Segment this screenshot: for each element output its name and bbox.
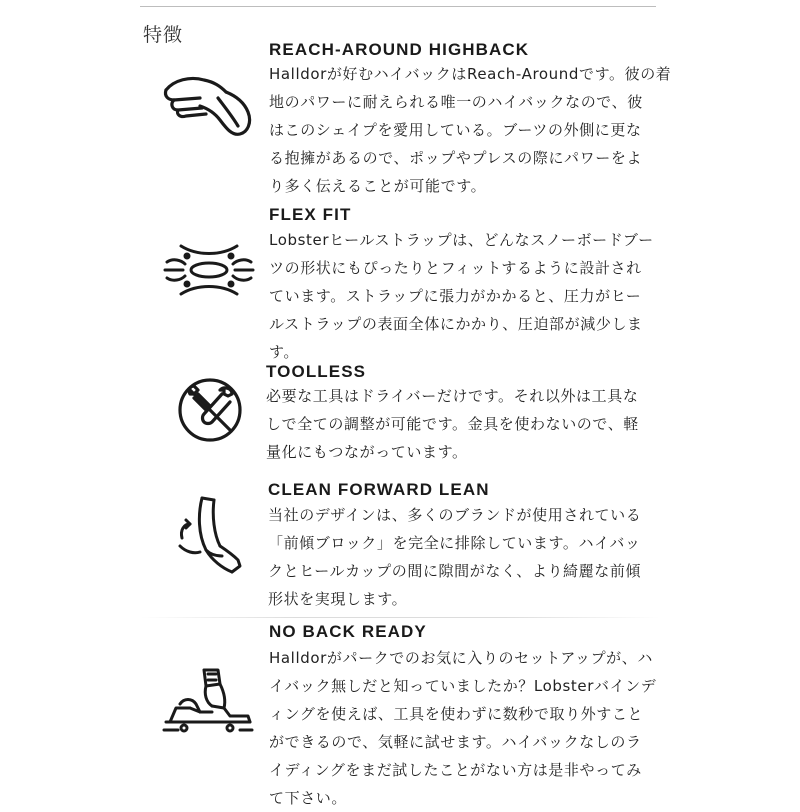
description-line: 形状を実現します。 (268, 590, 408, 608)
flex-fit-icon (163, 238, 255, 302)
feature-description (269, 226, 654, 366)
description-line: Halldorがパークでのお気に入りのセットアップが、ハ (269, 649, 653, 667)
feature-description (266, 382, 639, 466)
description-line: る抱擁があるので、ポップやプレスの際にパワーをよ (269, 149, 643, 167)
description-line: クとヒールカップの間に隙間がなく、より綺麗な前傾 (268, 562, 642, 580)
feature-description (268, 501, 641, 613)
description-line: 地のパワーに耐えられる唯一のハイバックなので、彼 (269, 93, 643, 111)
feature-heading: FLEX FIT (269, 205, 352, 224)
description-line: 量化にもつながっています。 (266, 443, 468, 461)
description-line: て下さい。 (269, 789, 348, 807)
description-line: 「前傾ブロック」を完全に排除しています。ハイバッ (268, 534, 641, 552)
description-line: しで全ての調整が可能です。金具を使わないので、軽 (266, 415, 639, 433)
description-line: イディングをまだ試したことがない方は是非やってみ (269, 761, 642, 779)
description-line: り多く伝えることが可能です。 (269, 177, 487, 195)
description-line: 当社のデザインは、多くのブランドが使用されている (268, 506, 642, 524)
description-line: 必要な工具はドライバーだけです。それ以外は工具な (266, 387, 639, 405)
section-divider (140, 617, 660, 618)
description-line: ルストラップの表面全体にかかり、圧迫部が減少しま (269, 315, 643, 333)
description-line: す。 (269, 343, 300, 361)
description-line: イバック無しだと知っていましたか？Lobsterバインデ (269, 677, 657, 695)
feature-heading: REACH-AROUND HIGHBACK (269, 40, 530, 59)
description-line: ができるので、気軽に試せます。ハイバックなしのラ (269, 733, 642, 751)
forward-lean-icon (172, 494, 252, 578)
description-line: Lobsterヒールストラップは、どんなスノーボードブー (269, 231, 654, 249)
feature-heading: TOOLLESS (266, 362, 367, 381)
feature-heading: NO BACK READY (269, 622, 427, 641)
feature-description (269, 644, 656, 812)
binding-no-back-icon (160, 664, 256, 740)
description-line: はこのシェイプを愛用している。ブーツの外側に更な (269, 121, 642, 139)
description-line: ています。ストラップに張力がかかると、圧力がヒー (269, 287, 642, 305)
description-line: Halldorが好むハイバックはReach-Aroundです。彼の着 (269, 65, 672, 83)
no-tools-icon (176, 376, 244, 444)
description-line: ィングを使えば、工具を使わずに数秒で取り外すこと (269, 705, 644, 723)
description-line: ツの形状にもぴったりとフィットするように設計され (269, 259, 642, 277)
highback-icon (160, 72, 256, 142)
feature-heading: CLEAN FORWARD LEAN (268, 480, 490, 499)
top-divider (140, 6, 656, 7)
feature-description (269, 60, 671, 200)
section-title: 特徴 (143, 24, 184, 46)
